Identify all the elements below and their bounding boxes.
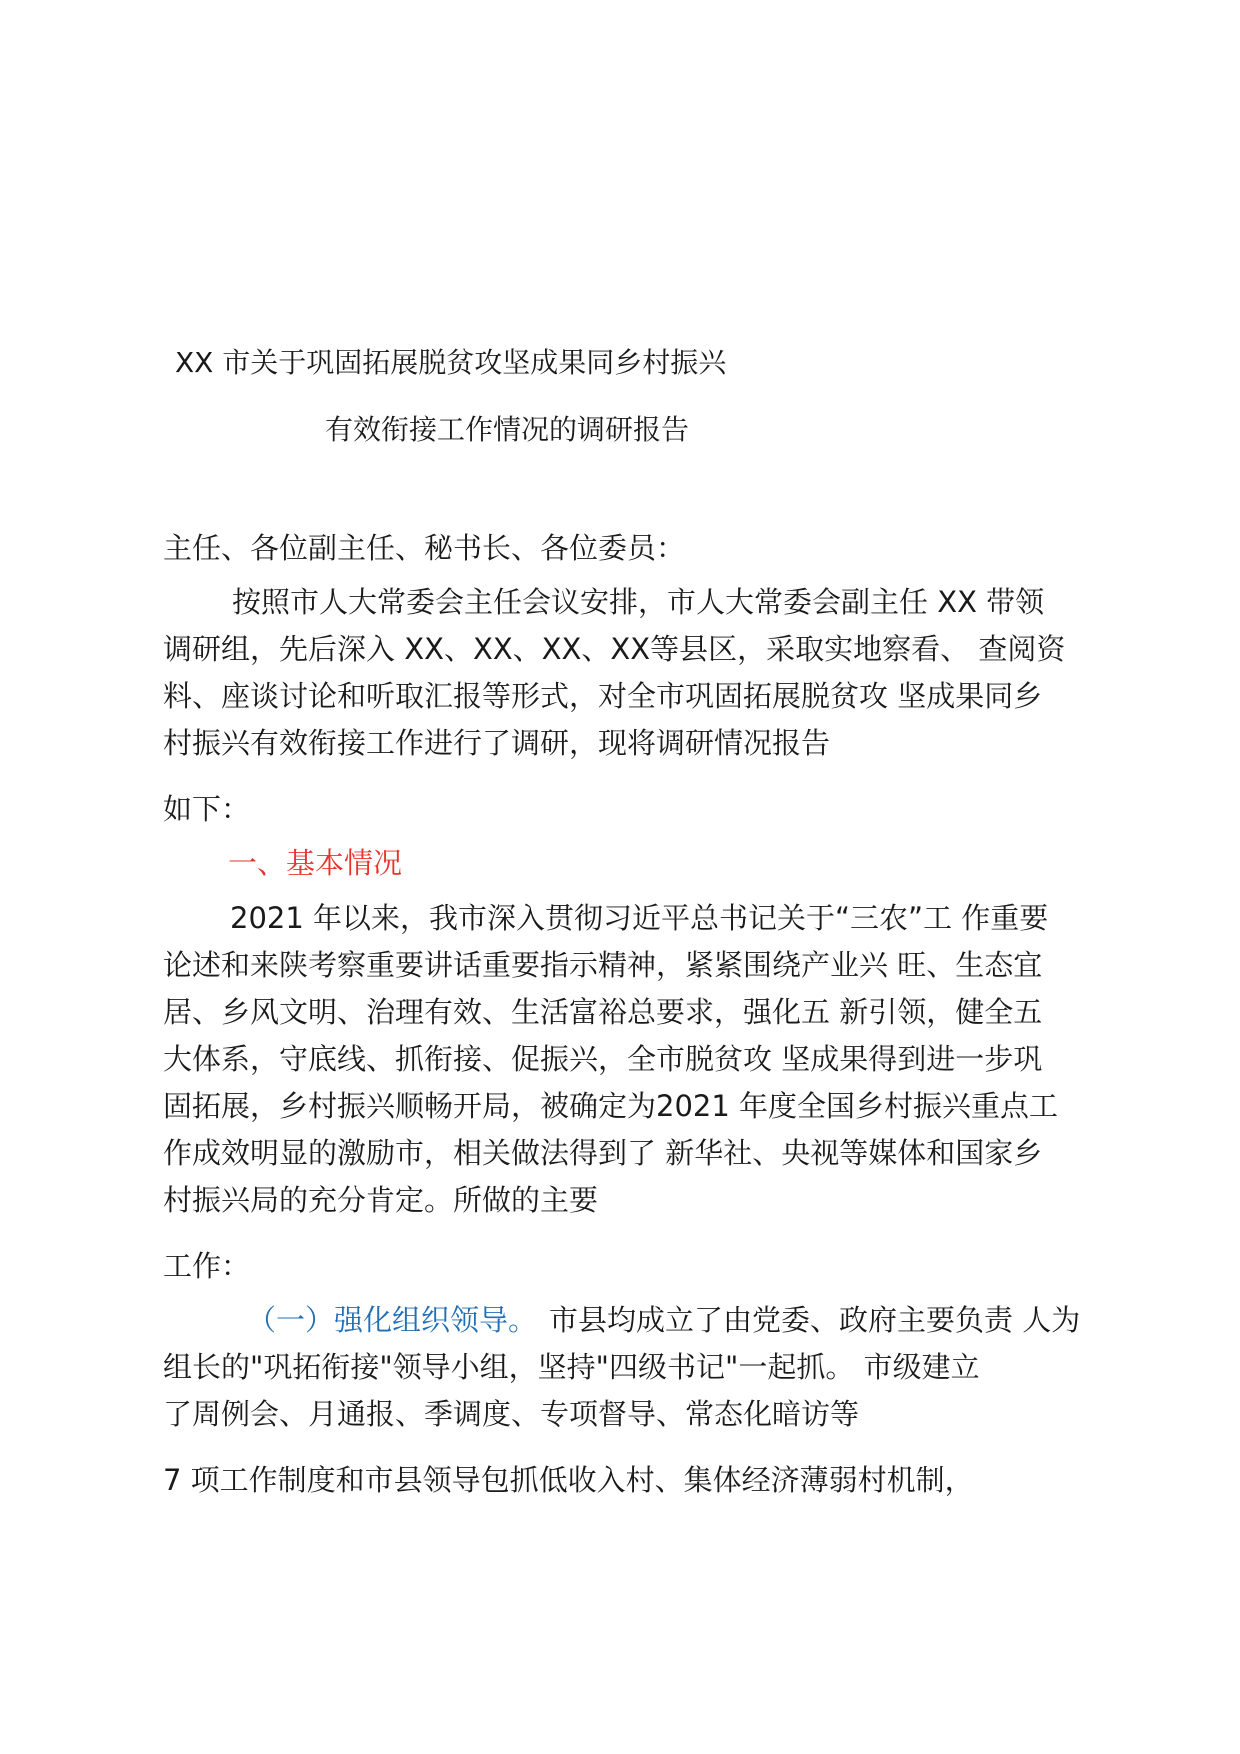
intro-line-2: 调研组，先后深入 XX、XX、XX、XX等县区，采取实地察看、 查阅资 (163, 632, 1066, 666)
subsection-1-line-2: 组长的"巩拓衔接"领导小组，坚持"四级书记"一起抓。 市级建立 (163, 1350, 980, 1384)
subsection-1-line-1 (247, 1300, 1080, 1340)
intro-line-1: 按照市人大常委会主任会议安排，市人大常委会副主任 XX 带领 (232, 585, 1045, 619)
section-1-line-7: 村振兴局的充分肯定。所做的主要 (163, 1183, 599, 1217)
intro-line-3: 料、座谈讨论和听取汇报等形式，对全市巩固拓展脱贫攻 坚成果同乡 (163, 679, 1043, 713)
subsection-1-line-4: 7 项工作制度和市县领导包抓低收入村、集体经济薄弱村机制， (163, 1463, 974, 1497)
section-1-line-2: 论述和来陕考察重要讲话重要指示精神，紧紧围绕产业兴 旺、生态宜 (163, 948, 1043, 982)
section-1-heading: 一、基本情况 (228, 846, 403, 880)
section-1-line-3: 居、乡风文明、治理有效、生活富裕总要求，强化五 新引领，健全五 (163, 995, 1043, 1029)
section-1-line-6: 作成效明显的激励市，相关做法得到了 新华社、央视等媒体和国家乡 (163, 1136, 1043, 1170)
title-line-1: XX 市关于巩固拓展脱贫攻坚成果同乡村振兴 (175, 346, 727, 379)
section-1-line-5: 固拓展，乡村振兴顺畅开局，被确定为2021 年度全国乡村振兴重点工 (163, 1089, 1059, 1123)
title-line-2: 有效衔接工作情况的调研报告 (325, 413, 690, 446)
section-1-line-1: 2021 年以来，我市深入贯彻习近平总书记关于“三农”工 作重要 (230, 901, 1049, 935)
subsection-1-line-3: 了周例会、月通报、季调度、专项督导、常态化暗访等 (163, 1397, 860, 1431)
intro-line-5: 如下： (163, 792, 251, 826)
subsection-1-line-1-text: 市县均成立了由党委、政府主要负责 人为 (549, 1303, 1081, 1337)
section-1-line-8: 工作： (163, 1249, 251, 1283)
section-1-line-4: 大体系，守底线、抓衔接、促振兴，全市脱贫攻 坚成果得到进一步巩 (163, 1042, 1043, 1076)
intro-line-4: 村振兴有效衔接工作进行了调研，现将调研情况报告 (163, 726, 831, 760)
salutation: 主任、各位副主任、秘书长、各位委员： (163, 531, 686, 565)
subsection-1-heading: （一）强化组织领导。 (247, 1303, 538, 1337)
